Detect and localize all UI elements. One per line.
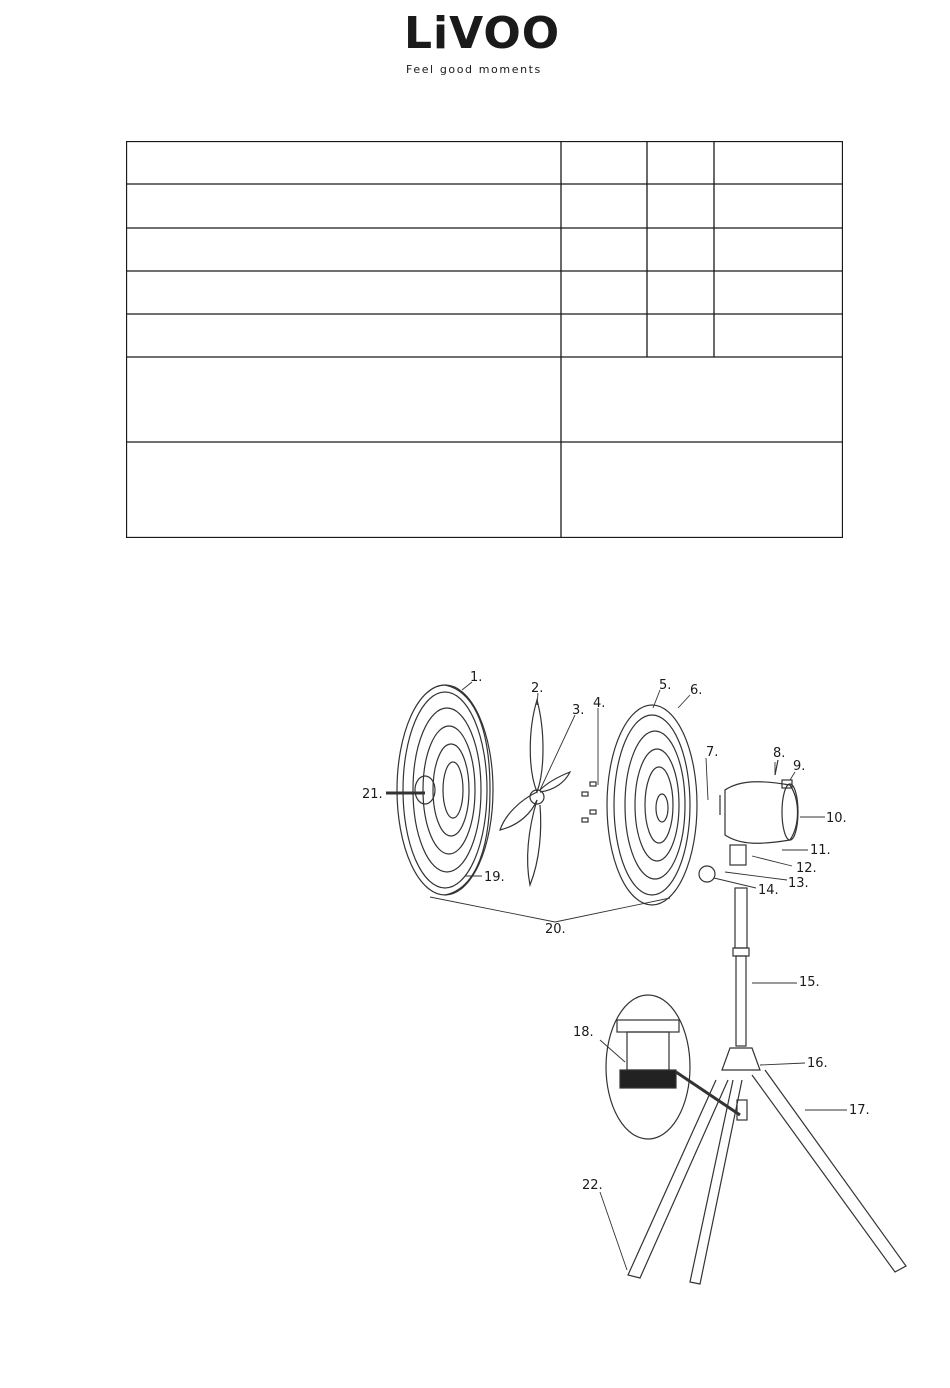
brand-logo-text: LiVOO — [404, 8, 561, 59]
label-22: 22. — [582, 1178, 603, 1193]
label-17: 17. — [849, 1103, 870, 1118]
label-4: 4. — [593, 696, 606, 711]
label-19: 19. — [484, 870, 505, 885]
motor-housing-icon — [699, 760, 798, 882]
rear-guard-icon — [397, 685, 493, 895]
label-10: 10. — [826, 811, 847, 826]
brand-tagline: Feel good moments — [406, 63, 542, 76]
front-guard-icon — [607, 705, 697, 905]
label-7: 7. — [706, 745, 719, 760]
label-15: 15. — [799, 975, 820, 990]
label-3: 3. — [572, 703, 585, 718]
label-12: 12. — [796, 861, 817, 876]
label-8: 8. — [773, 746, 786, 761]
label-5: 5. — [659, 678, 672, 693]
label-2: 2. — [531, 681, 544, 696]
label-16: 16. — [807, 1056, 828, 1071]
label-13: 13. — [788, 876, 809, 891]
stand-pole-icon — [628, 888, 906, 1284]
label-20: 20. — [545, 922, 566, 937]
spec-table — [126, 141, 843, 538]
fan-blade-icon — [500, 700, 570, 885]
screws-icon — [582, 782, 596, 822]
label-14: 14. — [758, 883, 779, 898]
label-1: 1. — [470, 670, 483, 685]
label-9: 9. — [793, 759, 806, 774]
label-6: 6. — [690, 683, 703, 698]
label-18: 18. — [573, 1025, 594, 1040]
label-21: 21. — [362, 787, 383, 802]
label-11: 11. — [810, 843, 831, 858]
inset-detail-icon — [606, 995, 740, 1139]
